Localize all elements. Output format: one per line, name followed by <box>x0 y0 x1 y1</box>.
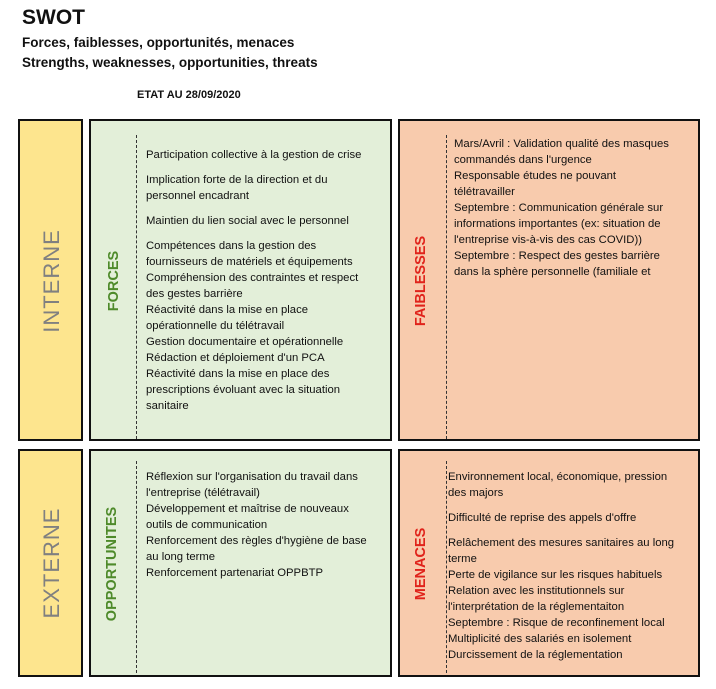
opportunites-header: OPPORTUNITES <box>104 506 120 622</box>
opportunites-list <box>146 469 367 581</box>
list-item: Réactivité dans la mise en place des <box>146 368 330 380</box>
list-item: l'entreprise (télétravail) <box>146 487 260 499</box>
faiblesses-divider <box>446 135 447 439</box>
list-item: Rédaction et déploiement d'un PCA <box>146 352 325 364</box>
list-item <box>146 204 361 213</box>
list-item: Relation avec les institutionnels sur <box>448 585 625 597</box>
list-item: personnel encadrant <box>146 190 250 202</box>
menaces-header: MENACES <box>413 527 429 601</box>
faiblesses-header: FAIBLESSES <box>413 235 429 327</box>
page-title: SWOT <box>22 6 85 29</box>
faiblesses-box <box>398 119 700 441</box>
forces-list <box>146 147 361 414</box>
list-item: Relâchement des mesures sanitaires au long <box>448 537 675 549</box>
list-item <box>448 501 674 510</box>
list-item: télétravailler <box>454 186 515 198</box>
list-item: Renforcement des règles d'hygiène de base <box>146 535 367 547</box>
forces-divider <box>136 135 137 439</box>
list-item: Responsable études ne pouvant <box>454 170 617 182</box>
list-item: informations importantes (ex: situation de <box>454 218 661 230</box>
interne-row-box <box>18 119 83 441</box>
list-item: Participation collective à la gestion de crise <box>146 149 362 161</box>
list-item: Renforcement partenariat OPPBTP <box>146 567 324 579</box>
list-item: Implication forte de la direction et du <box>146 174 328 186</box>
forces-header: FORCES <box>106 250 122 312</box>
list-item: dans la sphère personnelle (familiale et <box>454 266 651 278</box>
list-item: Compréhension des contraintes et respect <box>146 272 359 284</box>
list-item: des gestes barrière <box>146 288 243 300</box>
list-item: Difficulté de reprise des appels d'offre <box>448 512 637 524</box>
menaces-list <box>448 469 674 663</box>
menaces-divider <box>446 461 447 673</box>
opportunites-divider <box>136 461 137 673</box>
list-item: prescriptions évoluant avec la situation <box>146 384 341 396</box>
list-item <box>146 229 361 238</box>
subtitle-english: Strengths, weaknesses, opportunities, threats <box>22 55 318 70</box>
menaces-box <box>398 449 700 677</box>
list-item <box>448 526 674 535</box>
list-item: Développement et maîtrise de nouveaux <box>146 503 349 515</box>
list-item: Septembre : Respect des gestes barrière <box>454 250 660 262</box>
list-item: sanitaire <box>146 400 189 412</box>
subtitle-french: Forces, faiblesses, opportunités, menaces <box>22 35 295 50</box>
list-item: Durcissement de la réglementation <box>448 649 623 661</box>
list-item: outils de communication <box>146 519 268 531</box>
list-item: opérationnelle du télétravail <box>146 320 285 332</box>
list-item: Multiplicité des salariés en isolement <box>448 633 632 645</box>
list-item: Perte de vigilance sur les risques habituels <box>448 569 663 581</box>
interne-label: INTERNE <box>39 229 64 333</box>
faiblesses-list <box>454 136 669 280</box>
forces-box <box>89 119 392 441</box>
list-item: Compétences dans la gestion des <box>146 240 317 252</box>
opportunites-box <box>89 449 392 677</box>
list-item: Mars/Avril : Validation qualité des masques <box>454 138 669 150</box>
list-item: commandés dans l'urgence <box>454 154 592 166</box>
list-item: Septembre : Communication générale sur <box>454 202 664 214</box>
list-item: Maintien du lien social avec le personnel <box>146 215 349 227</box>
list-item <box>146 163 361 172</box>
list-item: Septembre : Risque de reconfinement local <box>448 617 665 629</box>
list-item: l'entreprise vis-à-vis des cas COVID)) <box>454 234 642 246</box>
list-item: terme <box>448 553 477 565</box>
list-item: au long terme <box>146 551 216 563</box>
date-label: ETAT AU 28/09/2020 <box>137 89 241 101</box>
externe-row-box <box>18 449 83 677</box>
list-item: Gestion documentaire et opérationnelle <box>146 336 344 348</box>
list-item: fournisseurs de matériels et équipements <box>146 256 353 268</box>
list-item: l'interprétation de la réglementaiton <box>448 601 625 613</box>
list-item: des majors <box>448 487 504 499</box>
list-item: Réflexion sur l'organisation du travail dans <box>146 471 358 483</box>
externe-label: EXTERNE <box>39 507 64 619</box>
list-item: Réactivité dans la mise en place <box>146 304 309 316</box>
list-item: Environnement local, économique, pression <box>448 471 668 483</box>
